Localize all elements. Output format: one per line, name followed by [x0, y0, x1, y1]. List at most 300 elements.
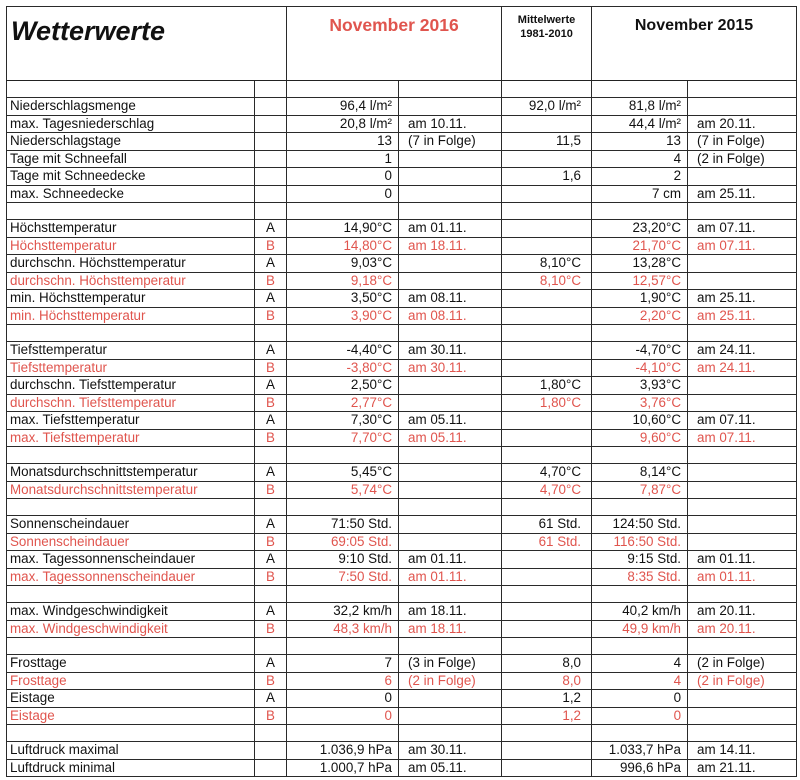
station-code: B	[255, 481, 287, 499]
table-row	[7, 377, 797, 395]
spacer-cell	[688, 725, 797, 742]
row-label: min. Höchsttemperatur	[7, 290, 255, 308]
station-code	[255, 115, 287, 133]
spacer-cell	[399, 586, 502, 603]
value-2015: 4	[592, 150, 688, 168]
station-code: B	[255, 429, 287, 447]
row-label: Luftdruck maximal	[7, 742, 255, 760]
value-2015: 4	[592, 672, 688, 690]
value-2015: 44,4 l/m²	[592, 115, 688, 133]
note-2016: am 01.11.	[399, 551, 502, 569]
station-code	[255, 133, 287, 151]
spacer-cell	[688, 447, 797, 464]
spacer-cell	[688, 638, 797, 655]
value-average-1981-2010	[502, 237, 592, 255]
spacer-cell	[7, 638, 255, 655]
value-2015: 3,76°C	[592, 394, 688, 412]
spacer-cell	[592, 447, 688, 464]
row-label: Tiefsttemperatur	[7, 359, 255, 377]
spacer-cell	[399, 203, 502, 220]
note-2016	[399, 98, 502, 116]
note-2016: am 08.11.	[399, 307, 502, 325]
row-label: Frosttage	[7, 672, 255, 690]
value-average-1981-2010	[502, 620, 592, 638]
spacer-cell	[255, 447, 287, 464]
spacer-cell	[7, 325, 255, 342]
spacer-cell	[287, 499, 399, 516]
spacer-cell	[287, 586, 399, 603]
table-row	[7, 603, 797, 621]
table-row	[7, 307, 797, 325]
header-row	[7, 7, 797, 81]
station-code	[255, 168, 287, 186]
value-2016: 1.000,7 hPa	[287, 759, 399, 777]
spacer-cell	[502, 447, 592, 464]
note-2015	[688, 464, 797, 482]
table-row	[7, 290, 797, 308]
value-2016: 9,18°C	[287, 272, 399, 290]
value-2015: 9:15 Std.	[592, 551, 688, 569]
table-row	[7, 150, 797, 168]
table-row	[7, 185, 797, 203]
row-label: Höchsttemperatur	[7, 237, 255, 255]
mittelwerte-period: 1981-2010	[520, 28, 573, 40]
value-2015: -4,10°C	[592, 359, 688, 377]
station-code: B	[255, 394, 287, 412]
note-2015: am 07.11.	[688, 429, 797, 447]
row-label: Luftdruck minimal	[7, 759, 255, 777]
note-2016: am 05.11.	[399, 429, 502, 447]
value-2016: 48,3 km/h	[287, 620, 399, 638]
value-2016: 5,45°C	[287, 464, 399, 482]
value-2016: 9:10 Std.	[287, 551, 399, 569]
table-row	[7, 620, 797, 638]
note-2016	[399, 255, 502, 273]
value-2015: 124:50 Std.	[592, 516, 688, 534]
station-code: B	[255, 359, 287, 377]
value-average-1981-2010: 1,80°C	[502, 377, 592, 395]
station-code: A	[255, 220, 287, 238]
value-2015: 2	[592, 168, 688, 186]
value-average-1981-2010	[502, 342, 592, 360]
spacer-cell	[287, 325, 399, 342]
value-average-1981-2010: 61 Std.	[502, 516, 592, 534]
spacer-cell	[255, 499, 287, 516]
table-row	[7, 551, 797, 569]
spacer-row	[7, 203, 797, 220]
note-2016: am 30.11.	[399, 742, 502, 760]
spacer-cell	[592, 499, 688, 516]
spacer-cell	[592, 81, 688, 98]
spacer-cell	[592, 203, 688, 220]
row-label: durchschn. Höchsttemperatur	[7, 255, 255, 273]
note-2016	[399, 707, 502, 725]
note-2016: am 05.11.	[399, 412, 502, 430]
value-2016: 96,4 l/m²	[287, 98, 399, 116]
note-2016: am 18.11.	[399, 237, 502, 255]
station-code: B	[255, 568, 287, 586]
station-code	[255, 742, 287, 760]
note-2015	[688, 690, 797, 708]
value-2016: 7,30°C	[287, 412, 399, 430]
note-2016	[399, 394, 502, 412]
note-2015: (2 in Folge)	[688, 655, 797, 673]
value-2016: 6	[287, 672, 399, 690]
spacer-cell	[688, 325, 797, 342]
spacer-row	[7, 325, 797, 342]
spacer-cell	[287, 447, 399, 464]
note-2015	[688, 394, 797, 412]
station-code: A	[255, 255, 287, 273]
spacer-cell	[255, 586, 287, 603]
table-row	[7, 464, 797, 482]
note-2016: am 05.11.	[399, 759, 502, 777]
value-2015: 8:35 Std.	[592, 568, 688, 586]
value-2015: 23,20°C	[592, 220, 688, 238]
note-2015: am 20.11.	[688, 603, 797, 621]
table-row	[7, 533, 797, 551]
value-2015: 0	[592, 690, 688, 708]
value-2016: 0	[287, 168, 399, 186]
note-2016: (3 in Folge)	[399, 655, 502, 673]
note-2016: am 01.11.	[399, 568, 502, 586]
table-row	[7, 394, 797, 412]
value-2016: 69:05 Std.	[287, 533, 399, 551]
row-label: Sonnenscheindauer	[7, 533, 255, 551]
note-2016: (2 in Folge)	[399, 672, 502, 690]
table-row	[7, 255, 797, 273]
note-2015	[688, 516, 797, 534]
value-2015: 13	[592, 133, 688, 151]
spacer-cell	[7, 725, 255, 742]
table-row	[7, 342, 797, 360]
row-label: durchschn. Tiefsttemperatur	[7, 394, 255, 412]
value-average-1981-2010	[502, 307, 592, 325]
note-2015: (7 in Folge)	[688, 133, 797, 151]
note-2015	[688, 377, 797, 395]
spacer-cell	[255, 638, 287, 655]
value-2016: 32,2 km/h	[287, 603, 399, 621]
note-2016: am 18.11.	[399, 603, 502, 621]
station-code: A	[255, 690, 287, 708]
value-2015: 1,90°C	[592, 290, 688, 308]
value-2015: 7,87°C	[592, 481, 688, 499]
value-2015: 0	[592, 707, 688, 725]
note-2016: am 01.11.	[399, 220, 502, 238]
spacer-cell	[502, 499, 592, 516]
column-header-mittelwerte	[502, 7, 592, 81]
value-2016: 5,74°C	[287, 481, 399, 499]
value-average-1981-2010: 8,0	[502, 672, 592, 690]
spacer-cell	[688, 203, 797, 220]
table-row	[7, 759, 797, 777]
note-2015: am 25.11.	[688, 307, 797, 325]
row-label: max. Schneedecke	[7, 185, 255, 203]
note-2016	[399, 533, 502, 551]
note-2016	[399, 377, 502, 395]
value-average-1981-2010	[502, 742, 592, 760]
station-code: A	[255, 290, 287, 308]
spacer-cell	[399, 325, 502, 342]
note-2016: (7 in Folge)	[399, 133, 502, 151]
row-label: max. Tiefsttemperatur	[7, 412, 255, 430]
spacer-cell	[688, 499, 797, 516]
value-2015: 9,60°C	[592, 429, 688, 447]
spacer-cell	[688, 81, 797, 98]
row-label: max. Tagesniederschlag	[7, 115, 255, 133]
spacer-cell	[592, 725, 688, 742]
note-2015	[688, 272, 797, 290]
table-title: Wetterwerte	[7, 7, 287, 81]
value-2015: 13,28°C	[592, 255, 688, 273]
note-2015: am 24.11.	[688, 359, 797, 377]
note-2015	[688, 707, 797, 725]
value-average-1981-2010: 1,2	[502, 707, 592, 725]
spacer-cell	[502, 81, 592, 98]
value-average-1981-2010	[502, 412, 592, 430]
mittelwerte-label: Mittelwerte	[517, 14, 576, 26]
value-2016: 14,80°C	[287, 237, 399, 255]
value-2016: 0	[287, 707, 399, 725]
spacer-cell	[7, 586, 255, 603]
row-label: Niederschlagsmenge	[7, 98, 255, 116]
value-2016: 71:50 Std.	[287, 516, 399, 534]
spacer-cell	[255, 725, 287, 742]
value-2016: 20,8 l/m²	[287, 115, 399, 133]
value-average-1981-2010	[502, 220, 592, 238]
row-label: max. Tagessonnenscheindauer	[7, 568, 255, 586]
spacer-cell	[592, 586, 688, 603]
value-2015: 81,8 l/m²	[592, 98, 688, 116]
note-2015: am 24.11.	[688, 342, 797, 360]
value-average-1981-2010	[502, 568, 592, 586]
value-average-1981-2010	[502, 185, 592, 203]
note-2015: am 20.11.	[688, 115, 797, 133]
note-2015: am 01.11.	[688, 568, 797, 586]
table-row	[7, 655, 797, 673]
value-2016: 13	[287, 133, 399, 151]
value-2016: 0	[287, 185, 399, 203]
note-2015	[688, 481, 797, 499]
spacer-cell	[287, 81, 399, 98]
row-label: max. Tiefsttemperatur	[7, 429, 255, 447]
row-label: min. Höchsttemperatur	[7, 307, 255, 325]
station-code	[255, 98, 287, 116]
note-2015: am 14.11.	[688, 742, 797, 760]
note-2015: am 25.11.	[688, 290, 797, 308]
row-label: durchschn. Höchsttemperatur	[7, 272, 255, 290]
note-2015	[688, 98, 797, 116]
table-row	[7, 359, 797, 377]
spacer-cell	[7, 447, 255, 464]
value-2015: 8,14°C	[592, 464, 688, 482]
note-2016	[399, 464, 502, 482]
note-2016	[399, 185, 502, 203]
value-average-1981-2010: 8,10°C	[502, 255, 592, 273]
value-2016: 2,77°C	[287, 394, 399, 412]
value-2016: 14,90°C	[287, 220, 399, 238]
note-2015: am 01.11.	[688, 551, 797, 569]
value-average-1981-2010: 11,5	[502, 133, 592, 151]
station-code: B	[255, 672, 287, 690]
value-2015: 10,60°C	[592, 412, 688, 430]
value-2016: 2,50°C	[287, 377, 399, 395]
row-label: Tage mit Schneefall	[7, 150, 255, 168]
row-label: Tage mit Schneedecke	[7, 168, 255, 186]
station-code: B	[255, 533, 287, 551]
value-2016: 7:50 Std.	[287, 568, 399, 586]
value-average-1981-2010: 1,6	[502, 168, 592, 186]
note-2016	[399, 481, 502, 499]
spacer-cell	[255, 325, 287, 342]
note-2016: am 18.11.	[399, 620, 502, 638]
value-average-1981-2010	[502, 150, 592, 168]
note-2015: am 20.11.	[688, 620, 797, 638]
column-header-2016: November 2016	[287, 7, 502, 81]
value-average-1981-2010: 8,10°C	[502, 272, 592, 290]
spacer-cell	[287, 638, 399, 655]
value-average-1981-2010	[502, 115, 592, 133]
value-2015: 49,9 km/h	[592, 620, 688, 638]
spacer-row	[7, 499, 797, 516]
note-2016	[399, 168, 502, 186]
value-average-1981-2010: 4,70°C	[502, 481, 592, 499]
spacer-cell	[399, 638, 502, 655]
value-2015: 3,93°C	[592, 377, 688, 395]
value-average-1981-2010	[502, 551, 592, 569]
value-2016: 3,90°C	[287, 307, 399, 325]
table-row	[7, 568, 797, 586]
weather-values-table	[6, 6, 797, 777]
row-label: max. Windgeschwindigkeit	[7, 603, 255, 621]
row-label: Niederschlagstage	[7, 133, 255, 151]
value-2016: -4,40°C	[287, 342, 399, 360]
value-2016: -3,80°C	[287, 359, 399, 377]
table-row	[7, 690, 797, 708]
value-average-1981-2010: 4,70°C	[502, 464, 592, 482]
value-2015: 1.033,7 hPa	[592, 742, 688, 760]
note-2015	[688, 255, 797, 273]
row-label: durchschn. Tiefsttemperatur	[7, 377, 255, 395]
spacer-cell	[399, 81, 502, 98]
spacer-row	[7, 447, 797, 464]
station-code	[255, 150, 287, 168]
value-2015: 21,70°C	[592, 237, 688, 255]
value-average-1981-2010	[502, 603, 592, 621]
table-row	[7, 98, 797, 116]
spacer-row	[7, 81, 797, 98]
spacer-cell	[7, 499, 255, 516]
note-2016	[399, 272, 502, 290]
spacer-cell	[399, 447, 502, 464]
note-2016	[399, 150, 502, 168]
row-label: Monatsdurchschnittstemperatur	[7, 481, 255, 499]
table-row	[7, 481, 797, 499]
note-2015: am 07.11.	[688, 220, 797, 238]
note-2016	[399, 690, 502, 708]
value-average-1981-2010	[502, 290, 592, 308]
station-code: B	[255, 707, 287, 725]
value-2015: 12,57°C	[592, 272, 688, 290]
row-label: Frosttage	[7, 655, 255, 673]
value-2015: 996,6 hPa	[592, 759, 688, 777]
note-2015: am 07.11.	[688, 412, 797, 430]
station-code: B	[255, 237, 287, 255]
station-code: A	[255, 377, 287, 395]
table-row	[7, 742, 797, 760]
spacer-row	[7, 725, 797, 742]
station-code: A	[255, 551, 287, 569]
value-average-1981-2010: 61 Std.	[502, 533, 592, 551]
spacer-row	[7, 586, 797, 603]
spacer-cell	[502, 203, 592, 220]
note-2015: am 25.11.	[688, 185, 797, 203]
station-code: A	[255, 412, 287, 430]
note-2015	[688, 168, 797, 186]
value-2016: 7,70°C	[287, 429, 399, 447]
table-row	[7, 115, 797, 133]
spacer-cell	[502, 325, 592, 342]
station-code: A	[255, 342, 287, 360]
station-code: A	[255, 655, 287, 673]
spacer-row	[7, 638, 797, 655]
spacer-cell	[7, 203, 255, 220]
value-2016: 9,03°C	[287, 255, 399, 273]
spacer-cell	[399, 499, 502, 516]
note-2015: am 07.11.	[688, 237, 797, 255]
note-2016: am 08.11.	[399, 290, 502, 308]
spacer-cell	[592, 325, 688, 342]
value-2015: -4,70°C	[592, 342, 688, 360]
spacer-cell	[255, 203, 287, 220]
value-average-1981-2010	[502, 429, 592, 447]
column-header-2015: November 2015	[592, 7, 797, 81]
row-label: Eistage	[7, 690, 255, 708]
station-code: A	[255, 516, 287, 534]
value-average-1981-2010: 92,0 l/m²	[502, 98, 592, 116]
station-code: B	[255, 620, 287, 638]
spacer-cell	[592, 638, 688, 655]
row-label: max. Windgeschwindigkeit	[7, 620, 255, 638]
value-average-1981-2010	[502, 359, 592, 377]
row-label: Tiefsttemperatur	[7, 342, 255, 360]
table-row	[7, 672, 797, 690]
station-code: A	[255, 464, 287, 482]
spacer-cell	[287, 203, 399, 220]
station-code	[255, 759, 287, 777]
spacer-cell	[688, 586, 797, 603]
table-row	[7, 168, 797, 186]
spacer-cell	[399, 725, 502, 742]
row-label: Eistage	[7, 707, 255, 725]
station-code: B	[255, 307, 287, 325]
table-row	[7, 429, 797, 447]
value-average-1981-2010: 8,0	[502, 655, 592, 673]
table-row	[7, 237, 797, 255]
station-code: B	[255, 272, 287, 290]
note-2015	[688, 533, 797, 551]
table-row	[7, 707, 797, 725]
table-row	[7, 133, 797, 151]
spacer-cell	[502, 725, 592, 742]
note-2016: am 10.11.	[399, 115, 502, 133]
row-label: Höchsttemperatur	[7, 220, 255, 238]
note-2015: (2 in Folge)	[688, 672, 797, 690]
note-2015: am 21.11.	[688, 759, 797, 777]
value-2016: 1.036,9 hPa	[287, 742, 399, 760]
spacer-cell	[502, 586, 592, 603]
value-average-1981-2010	[502, 759, 592, 777]
